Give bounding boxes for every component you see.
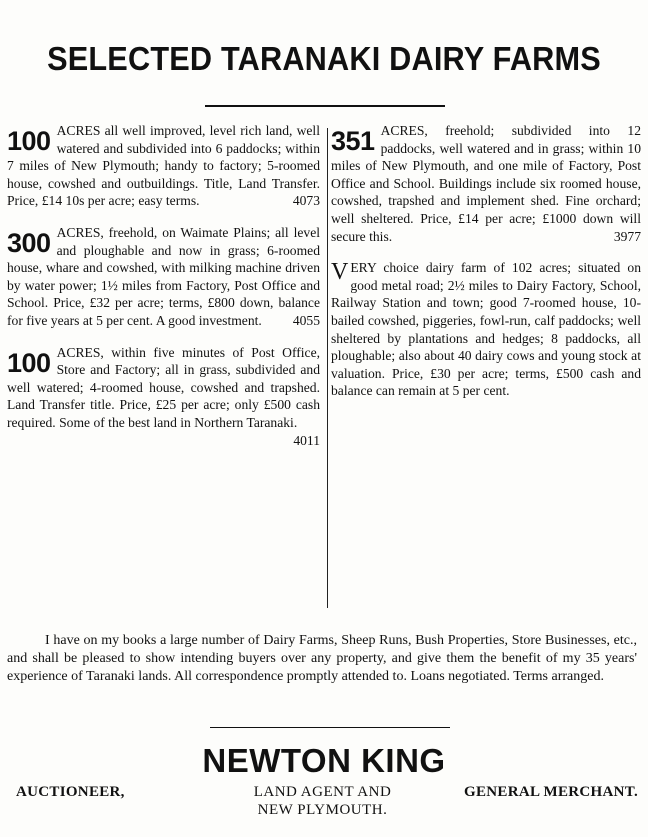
acreage-number: 351 [331, 126, 375, 156]
agent-name: NEWTON KING [202, 742, 446, 779]
right-column [331, 122, 641, 414]
footer-left: AUCTIONEER, [16, 784, 125, 800]
footer-center [205, 783, 440, 819]
listing-text: ACRES, freehold, on Waimate Plains; all level and ploughable and now in grass; 6-roomed house, whare and cowshed, with milking machine driven by water power; 1½ miles from Factory, Post Office and School. Price, £32 per acre; terms, £800 down, balance for five years at 5 per cent. A good investment. [7, 224, 320, 328]
footer-rule [210, 727, 450, 728]
drop-initial: V [331, 259, 349, 286]
reference-number: 4055 [292, 312, 320, 328]
left-column [7, 122, 320, 463]
acreage-number: 100 [7, 347, 51, 378]
reference-number: 4073 [292, 193, 320, 209]
footer-center-line1: LAND AGENT AND [253, 784, 392, 800]
column-divider [327, 128, 328, 608]
listing-4073 [7, 122, 320, 210]
reference-number: 3977 [613, 228, 641, 244]
advert-title: SELECTED TARANAKI DAIRY FARMS [47, 40, 601, 77]
footer-center-line2: NEW PLYMOUTH. [257, 802, 388, 818]
listing-4011 [7, 344, 320, 450]
listing-text: ACRES, freehold; subdivided into 12 paddocks, well watered and in grass; within 10 miles of New Plymouth, and one mile of Factory, Post Office and School. Buildings include six roomed house, cowshed, trapshed and implement shed. Fine orchard; well sheltered. Price, £14 per acre; £1000 down will secure this. [331, 123, 641, 244]
reference-number: 4011 [293, 432, 320, 448]
listing-very-choice [331, 259, 641, 400]
listing-text: ERY choice dairy farm of 102 acres; situated on good metal road; 2½ miles to Dairy Factory, School, Railway Station and town; good 7-roomed house, 10-bailed cowshed, piggeries, fowl-run, calf paddocks; well sheltered by plantations and hedges; 8 paddocks, all ploughable; also about 40 dairy cows and young stock at valuation. Price, £30 per acre; terms, £500 cash and balance can remain at 5 per cent. [331, 260, 641, 399]
acreage-number: 300 [7, 227, 51, 258]
acreage-number: 100 [7, 126, 51, 156]
listing-3977 [331, 122, 641, 245]
footer-right: GENERAL MERCHANT. [463, 784, 638, 800]
agent-notice: I have on my books a large number of Dairy Farms, Sheep Runs, Bush Properties, Store Businesses, etc., and shall be pleased to show intending buyers over any property, and give them the benefit of my 35 years' experience of Taranaki lands. All correspondence promptly attended to. Loans negotiated. Terms arranged. [7, 633, 637, 684]
listing-text: ACRES, within five minutes of Post Office, Store and Factory; all in grass, subdivided and well watered; 4-roomed house, cowshed and trapshed. Land Transfer title. Price, £25 per acre; only £500 cash required. Some of the best land in Northern Taranaki. [7, 344, 320, 430]
listing-4055 [7, 224, 320, 330]
listing-text: ACRES all well improved, level rich land, well watered and subdivided into 6 paddocks; within 7 miles of New Plymouth; handy to factory; 5-roomed house, cowshed and outbuildings. Title, Land Transfer. Price, £14 10s per acre; easy terms. [7, 123, 320, 209]
title-rule [205, 105, 445, 107]
